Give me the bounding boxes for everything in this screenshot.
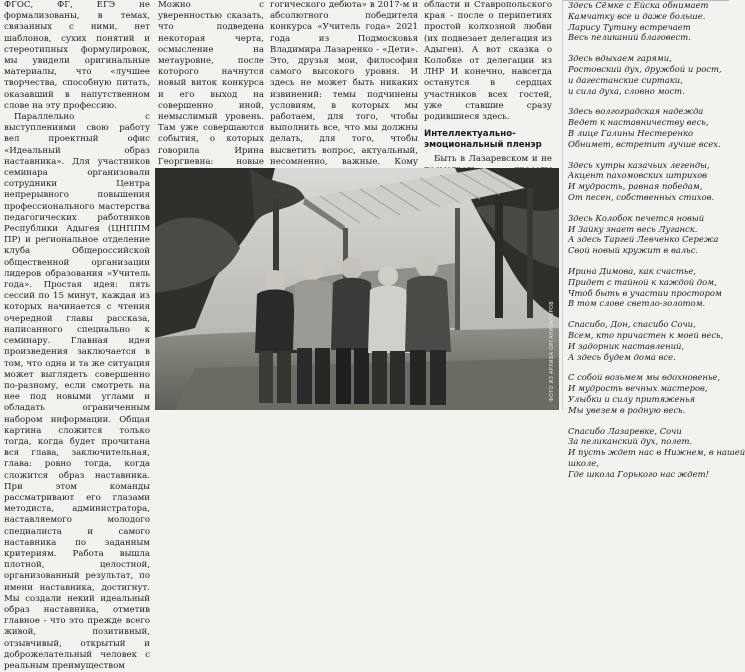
poem-line: Ларису Тутину встречает	[568, 21, 691, 32]
poem-stanza	[568, 160, 729, 203]
paragraph: ФГОС, ФГ, ЕГЭ не формализованы, в темах, связанных с ними, нет шаблонов, сухих понятий и стереотипных формулировок, мы увидели оригинальные материалы, что «лучшее творчества, способную питать, оказавший в напутственном слове на эту профессию.	[4, 0, 150, 111]
paragraph: Параллельно с выступлениями свою работу вел проектный офис «Идеальный образ наставника». Для участников семинара организовали сотрудники Центра непрерывного повышения профессионального мастерства педагогических работников Республики Адыгея (ЦНППМ ПР) и региональное отделение клуба Общероссийской общественной организации лидеров образования «Учитель года». Простая идея: пять сессий по 15 минут, каждая из которых начинается с чтения очередной главы рассказа, написанного специально к семинару. Главная идея произведения заключается в том, что одна и та же ситуация может выглядеть совершенно по-разному, если смотреть на нее под новыми углами и обладать ограниченным набором информации. Общая картина сложится только тогда, когда будет прочитана вся глава, заключительная, глава: ровно тогда, когда сложится образ наставника. При этом команды рассматривают его глазами методиста, администратора, наставляемого молодого специалиста и самого наставника по заданным критериям. Работа вышла плотной, целостной, организованный результат, по имени наставника, достигнут. Мы создали некий идеальный образ наставника, отметив главное - что это прежде всего живой, позитивный, отзывчивый, открытый и доброжелательный человек с реальным преимуществом	[4, 112, 150, 671]
poem-stanza	[568, 106, 729, 149]
poem-line: В том слове светло-золотом.	[568, 298, 706, 309]
poem-line: школе,	[568, 457, 599, 468]
poem-line: И мудрость, равная победам,	[568, 181, 703, 192]
poem-line: Улыбки и силу притяженья	[568, 393, 696, 404]
poem-line: Весь пеликаний благовест.	[568, 32, 691, 43]
poem-line: От песен, собственных стихов.	[568, 191, 715, 202]
poem-line: Чтоб быть в участии простором	[568, 287, 722, 298]
poem-line: Обнимет, встретит лучше всех.	[568, 138, 721, 149]
poem-line: Мы увезем в родную весь.	[568, 404, 686, 415]
poem-stanza	[568, 425, 745, 480]
poem-line: Здесь Колобок печется новый	[568, 212, 705, 223]
poem-stanza	[568, 53, 729, 96]
poem-line: Придет с тайной к каждой дом,	[568, 276, 717, 287]
poem-line: Здесь вдыхаем гарями,	[568, 53, 672, 64]
poem-line: Свой новый кружит в вальс.	[568, 245, 699, 256]
photo-credit: ФОТО ИЗ АРХИВА ОРГАНИЗАТОРОВ	[549, 301, 555, 402]
poem-stanza	[568, 0, 729, 43]
paragraph: области и Ставропольского края - после о перипетиях простой колхозной любви (их подвезает делегация из Адыгеи). А вот сказка о Колобке от делегации из ЛНР И конечно, навсегда останутся в сердцах участников всех гостей, уже ставшие сразу родившиеся здесь.	[424, 0, 552, 123]
article-column-1	[4, 0, 150, 671]
poem-line: Камчатку все и даже больше.	[568, 10, 706, 21]
article-column-3	[270, 0, 418, 168]
poem-line: Ростовский дух, дружбой и рост,	[568, 63, 722, 74]
paragraph: Можно с уверенностью сказать, что подведена некоторая черта, осмысление на метауровне, после которого начнутся новый виток конкурса и его выход на совершенно иной, немыслимый уровень. Там уже совершаются события, о которых говорила Ирина Георгиевна: новые	[158, 0, 264, 167]
poem-column	[562, 0, 745, 479]
poem-line: В лице Галины Нестеренко	[568, 127, 693, 138]
poem-line: За пеликанский дух, полет.	[568, 436, 693, 447]
poem-stanza	[568, 266, 729, 309]
poem-line: Спасибо Лазаревке, Сочи	[568, 425, 682, 436]
section-subheading: Интеллектуально-эмоциональный пленэр	[424, 129, 542, 151]
poem-line: Где школа Горького нас ждет!	[568, 468, 709, 479]
paragraph: Быть в Лазаревском и не	[434, 154, 552, 165]
poem-line: Всем, кто причастен к моей весь,	[568, 329, 724, 340]
poem-line: А здесь Таргей Левченко Сережа	[568, 234, 719, 245]
poem-line: И Зайку знает весь Луганск.	[568, 223, 698, 234]
photo-illustration	[155, 168, 559, 410]
paragraph: гогического дебюта» в 2017-м и абсолютного победителя конкурса «Учитель года» 2021 года из Подмосковья Владимира Лазаренко - «Дети». Это, друзья мои, философия самого высокого уровня. И здесь не может быть никаких извинений: темы подчинены условиям, в которых мы работаем, для того, чтобы выполнить все, что мы должны делать, для того, чтобы высветить вопрос, актуальный, несомненно, важные. Кому	[270, 0, 418, 167]
poem-line: Спасибо, Дон, спасибо Сочи,	[568, 319, 696, 330]
poem-stanza	[568, 319, 729, 362]
poem-line: Ирина Димова, как счастье,	[568, 265, 696, 276]
poem-stanza	[568, 372, 729, 415]
poem-line: А здесь будем дома все.	[568, 351, 676, 362]
poem-line: Здесь хутры казачьих легенды,	[568, 159, 710, 170]
poem-line: С собой возьмем мы вдохновенье,	[568, 372, 721, 383]
poem-line: Здесь Сёмке с Ейска обнимает	[568, 0, 709, 10]
poem-line: Здесь волгоградская надежда	[568, 106, 704, 117]
article-column-2	[158, 0, 264, 168]
poem-line: Акцент пахомовских штрихов	[568, 170, 708, 181]
poem-line: И задорник наставлений,	[568, 340, 685, 351]
group-photo	[155, 168, 559, 410]
poem-line: И пусть ждет нас в Нижнем, в нашей	[568, 447, 745, 458]
poem-stanza	[568, 213, 729, 256]
poem-line: И мудрость вечных мастеров,	[568, 383, 708, 394]
poem-line: Ведет к наставничеству весь,	[568, 117, 709, 128]
poem-line: и дагестанские сиртаки,	[568, 74, 683, 85]
poem-line: и сила духа, словно мост.	[568, 85, 685, 96]
